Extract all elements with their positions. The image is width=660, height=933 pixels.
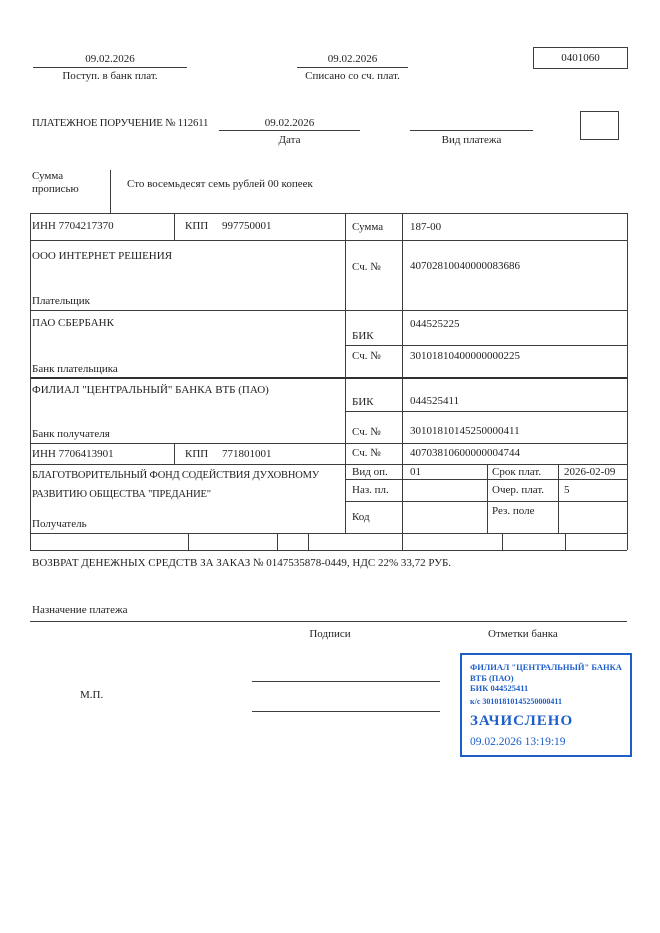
amount-words-label-line1: Сумма (32, 170, 64, 182)
table-border (565, 533, 566, 550)
payment-order-title: ПЛАТЕЖНОЕ ПОРУЧЕНИЕ № 112611 (32, 117, 209, 129)
divider (110, 170, 111, 213)
stamp-corr-account: к/с 30101810145250000411 (470, 696, 562, 706)
table-border (502, 533, 503, 550)
op-type-label: Вид оп. (352, 466, 388, 478)
bank-marks-label: Отметки банка (488, 628, 558, 640)
payer-account-label: Сч. № (352, 261, 381, 273)
payer-bank-account: 30101810400000000225 (410, 350, 520, 362)
table-border (30, 443, 627, 444)
priority-label: Очер. плат. (492, 484, 545, 496)
payee-account-label: Сч. № (352, 447, 381, 459)
payee-bank-name: ФИЛИАЛ "ЦЕНТРАЛЬНЫЙ" БАНКА ВТБ (ПАО) (32, 384, 269, 396)
reserve-field-label: Рез. поле (492, 505, 535, 517)
form-code: 0401060 (561, 52, 600, 64)
stamp-bank-name-line1: ФИЛИАЛ "ЦЕНТРАЛЬНЫЙ" БАНКА (470, 662, 622, 672)
stamp-bank-name-line2: ВТБ (ПАО) (470, 672, 514, 683)
table-border (308, 533, 309, 550)
payee-role-label: Получатель (32, 518, 87, 530)
payee-name-line1: БЛАГОТВОРИТЕЛЬНЫЙ ФОНД СОДЕЙСТВИЯ ДУХОВНОМУ (32, 470, 319, 481)
signature-line (252, 711, 440, 712)
divider (410, 130, 533, 131)
payer-bank-account-label: Сч. № (352, 350, 381, 362)
divider (30, 621, 627, 622)
table-border (345, 479, 627, 480)
debited-date-label: Списано со сч. плат. (305, 70, 400, 82)
date-label: Дата (278, 134, 301, 146)
divider (219, 130, 360, 131)
payee-bank-account-label: Сч. № (352, 426, 381, 438)
table-border (487, 464, 488, 533)
received-date: 09.02.2026 (85, 53, 135, 65)
payee-inn: ИНН 7706413901 (32, 448, 114, 460)
signature-line (252, 681, 440, 682)
op-type-value: 01 (410, 466, 421, 478)
payee-name-line2: РАЗВИТИЮ ОБЩЕСТВА "ПРЕДАНИЕ" (32, 489, 211, 500)
payee-kpp-label: КПП (185, 448, 209, 460)
payer-inn: ИНН 7704217370 (32, 220, 114, 232)
table-border (30, 464, 627, 465)
sum-value: 187-00 (410, 221, 442, 233)
payment-purpose-label: Назначение платежа (32, 604, 128, 616)
payer-kpp-label: КПП (185, 220, 209, 232)
table-border (30, 550, 627, 551)
table-border (345, 501, 627, 502)
payer-kpp: 997750001 (222, 220, 272, 232)
table-border (30, 240, 627, 241)
table-border (30, 213, 627, 214)
table-border (402, 213, 403, 550)
code-label: Код (352, 511, 370, 523)
sum-label: Сумма (352, 221, 384, 233)
payer-bank-bik-label: БИК (352, 330, 374, 342)
table-border-bold (30, 377, 627, 379)
payer-bank-name: ПАО СБЕРБАНК (32, 317, 114, 329)
payee-bank-account: 30101810145250000411 (410, 425, 520, 437)
priority-value: 5 (564, 484, 570, 496)
table-border (345, 411, 627, 412)
received-date-label: Поступ. в банк плат. (62, 70, 158, 82)
payment-type-box (580, 111, 619, 140)
amount-words-label-line2: прописью (32, 183, 79, 195)
table-border (30, 533, 627, 534)
table-border (558, 464, 559, 533)
payee-bank-role-label: Банк получателя (32, 428, 110, 440)
table-border (174, 443, 175, 464)
stamp-status: ЗАЧИСЛЕНО (470, 712, 574, 729)
table-border (345, 213, 346, 533)
payee-bank-bik-label: БИК (352, 396, 374, 408)
table-border (30, 310, 627, 311)
due-date-value: 2026-02-09 (564, 466, 616, 478)
stamp-datetime: 09.02.2026 13:19:19 (470, 735, 566, 748)
payee-account: 40703810600000004744 (410, 447, 520, 459)
table-border (345, 345, 627, 346)
due-date-label: Срок плат. (492, 466, 542, 478)
stamp-place-label: М.П. (80, 689, 104, 701)
table-border (174, 213, 175, 240)
divider (297, 67, 408, 68)
payer-role-label: Плательщик (32, 295, 90, 307)
divider (33, 67, 187, 68)
debited-date: 09.02.2026 (327, 53, 378, 65)
payee-bank-bik: 044525411 (410, 395, 460, 407)
signatures-label: Подписи (309, 628, 351, 640)
table-border (277, 533, 278, 550)
amount-words: Сто восемьдесят семь рублей 00 копеек (127, 178, 313, 190)
payer-name: ООО ИНТЕРНЕТ РЕШЕНИЯ (32, 250, 173, 262)
payer-bank-role-label: Банк плательщика (32, 363, 118, 375)
stamp-bik: БИК 044525411 (470, 683, 529, 693)
table-border (188, 533, 189, 550)
payee-kpp: 771801001 (222, 448, 272, 460)
payer-bank-bik: 044525225 (410, 318, 460, 330)
table-border (30, 213, 31, 550)
payment-purpose-text: ВОЗВРАТ ДЕНЕЖНЫХ СРЕДСТВ ЗА ЗАКАЗ № 0147535878-0449, НДС 22% 33,72 РУБ. (32, 557, 452, 569)
table-border (627, 213, 628, 550)
form-code-box (533, 47, 628, 69)
bank-stamp (460, 653, 632, 757)
payer-account: 40702810040000083686 (410, 260, 520, 272)
purpose-code-label: Наз. пл. (352, 484, 389, 496)
payment-type-label: Вид платежа (441, 134, 502, 146)
order-date: 09.02.2026 (264, 117, 315, 129)
